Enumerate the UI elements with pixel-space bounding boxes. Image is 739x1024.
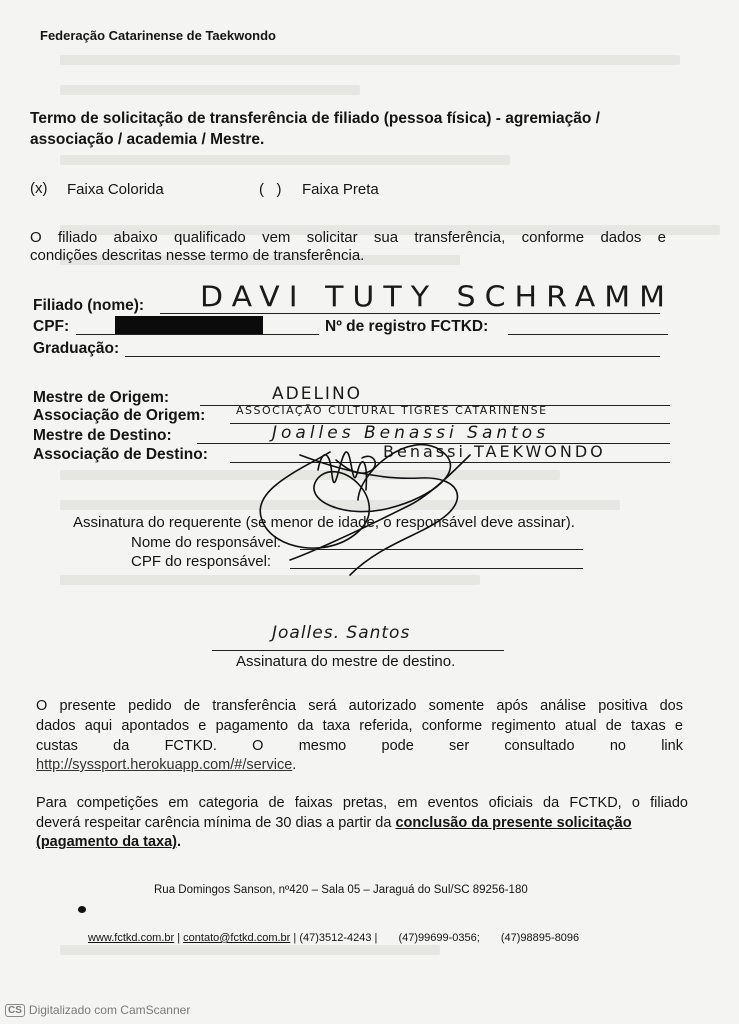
cpf-line bbox=[76, 334, 319, 335]
intro-line1: O filiado abaixo qualificado vem solicitar sua transferência, conforme dados e bbox=[30, 229, 666, 246]
redaction-bar bbox=[115, 316, 263, 334]
registry-label: Nº de registro FCTKD: bbox=[325, 318, 489, 335]
notice1-word: da bbox=[113, 738, 130, 754]
intro-line2: condições descritas nesse termo de transferência. bbox=[30, 247, 365, 264]
notice2-line3 bbox=[36, 834, 181, 850]
camscanner-logo-icon: CS bbox=[5, 1004, 25, 1017]
dest-assoc-line bbox=[230, 462, 670, 463]
org-name: Federação Catarinense de Taekwondo bbox=[40, 28, 276, 43]
form-title-line1: Termo de solicitação de transferência de filiado (pessoa física) - agremiação / bbox=[30, 110, 600, 127]
notice1-line1: O presente pedido de transferência será autorizado somente após análise positiva dos bbox=[36, 698, 683, 714]
notice2-period: . bbox=[177, 834, 182, 850]
registry-line bbox=[508, 334, 668, 335]
origin-assoc-label: Associação de Origem: bbox=[33, 407, 206, 424]
origin-master-value[interactable]: ADELINO bbox=[272, 384, 363, 404]
dest-master-label: Mestre de Destino: bbox=[33, 427, 172, 444]
guardian-cpf-line bbox=[290, 568, 583, 569]
master-signature-line bbox=[212, 650, 504, 651]
master-signature-label: Assinatura do mestre de destino. bbox=[236, 653, 456, 670]
dest-master-value[interactable]: Joalles Benassi Santos bbox=[272, 423, 550, 443]
notice2-text: deverá respeitar carência mínima de 30 dias a partir da bbox=[36, 815, 396, 831]
footer-website-link[interactable]: www.fctkd.com.br bbox=[88, 932, 175, 944]
notice1-word: link bbox=[661, 738, 683, 754]
guardian-cpf-label: CPF do responsável: bbox=[131, 553, 272, 570]
footer-phone: (47)3512-4243 bbox=[299, 932, 372, 944]
notice1-word: FCTKD. bbox=[164, 738, 217, 754]
dest-assoc-label: Associação de Destino: bbox=[33, 446, 208, 463]
checkbox-colored[interactable]: (x) bbox=[30, 180, 48, 197]
notice1-word: consultado bbox=[504, 738, 575, 754]
grade-label: Graduação: bbox=[33, 340, 120, 357]
notice2-line1: Para competições em categoria de faixas pretas, em eventos oficiais da FCTKD, o filiado bbox=[36, 795, 688, 811]
notice1-period: . bbox=[292, 757, 297, 773]
dest-assoc-value[interactable]: Benassi TAEKWONDO bbox=[383, 442, 606, 461]
notice1-word: pode bbox=[381, 738, 414, 754]
origin-master-label: Mestre de Origem: bbox=[33, 389, 170, 406]
service-link[interactable]: http://syssport.herokuapp.com/#/service bbox=[36, 757, 293, 773]
cpf-label: CPF: bbox=[33, 318, 70, 335]
notice1-word: custas bbox=[36, 738, 78, 754]
ink-dot bbox=[78, 906, 86, 913]
notice2-emphasis-2: (pagamento da taxa) bbox=[36, 834, 177, 850]
footer-separator: | bbox=[177, 932, 181, 944]
footer-separator: | bbox=[293, 932, 297, 944]
requester-signature-label: Assinatura do requerente (se menor de idade, o responsável deve assinar). bbox=[73, 514, 575, 531]
notice1-line2: dados aqui apontados e pagamento da taxa referida, conforme regimento atual de taxas e bbox=[36, 718, 683, 734]
checkbox-black[interactable]: ( ) bbox=[259, 181, 282, 198]
master-signature[interactable]: Joalles. Santos bbox=[272, 623, 411, 643]
footer-phone: (47)99699-0356; bbox=[398, 932, 480, 944]
notice1-word: ser bbox=[449, 738, 470, 754]
footer-email-link[interactable]: contato@fctkd.com.br bbox=[183, 932, 291, 944]
footer-contacts bbox=[88, 932, 579, 944]
notice2-emphasis: conclusão da presente solicitação bbox=[395, 815, 632, 831]
notice1-word: no bbox=[609, 738, 626, 754]
origin-assoc-value[interactable]: ASSOCIAÇÃO CULTURAL TIGRES CATARINENSE bbox=[236, 404, 548, 417]
footer-address: Rua Domingos Sanson, nº420 – Sala 05 – Jaraguá do Sul/SC 89256-180 bbox=[154, 884, 528, 896]
member-name-value[interactable]: DAVI TUTY SCHRAMM bbox=[200, 280, 675, 315]
camscanner-text: Digitalizado com CamScanner bbox=[28, 1003, 191, 1017]
notice1-word: mesmo bbox=[298, 738, 347, 754]
guardian-name-line bbox=[300, 549, 583, 550]
notice1-word: O bbox=[252, 738, 264, 754]
member-name-label: Filiado (nome): bbox=[33, 297, 145, 314]
notice2-line2 bbox=[36, 815, 632, 831]
footer-separator: | bbox=[374, 932, 378, 944]
grade-line bbox=[125, 356, 660, 357]
footer-phone: (47)98895-8096 bbox=[500, 932, 580, 944]
belt-black-label: Faixa Preta bbox=[302, 181, 379, 198]
guardian-name-label: Nome do responsável: bbox=[131, 534, 282, 551]
notice1-line3 bbox=[36, 738, 683, 754]
camscanner-watermark bbox=[5, 1003, 190, 1017]
notice1-line4 bbox=[36, 757, 296, 773]
belt-colored-label: Faixa Colorida bbox=[67, 181, 164, 198]
form-title-line2: associação / academia / Mestre. bbox=[30, 131, 265, 148]
